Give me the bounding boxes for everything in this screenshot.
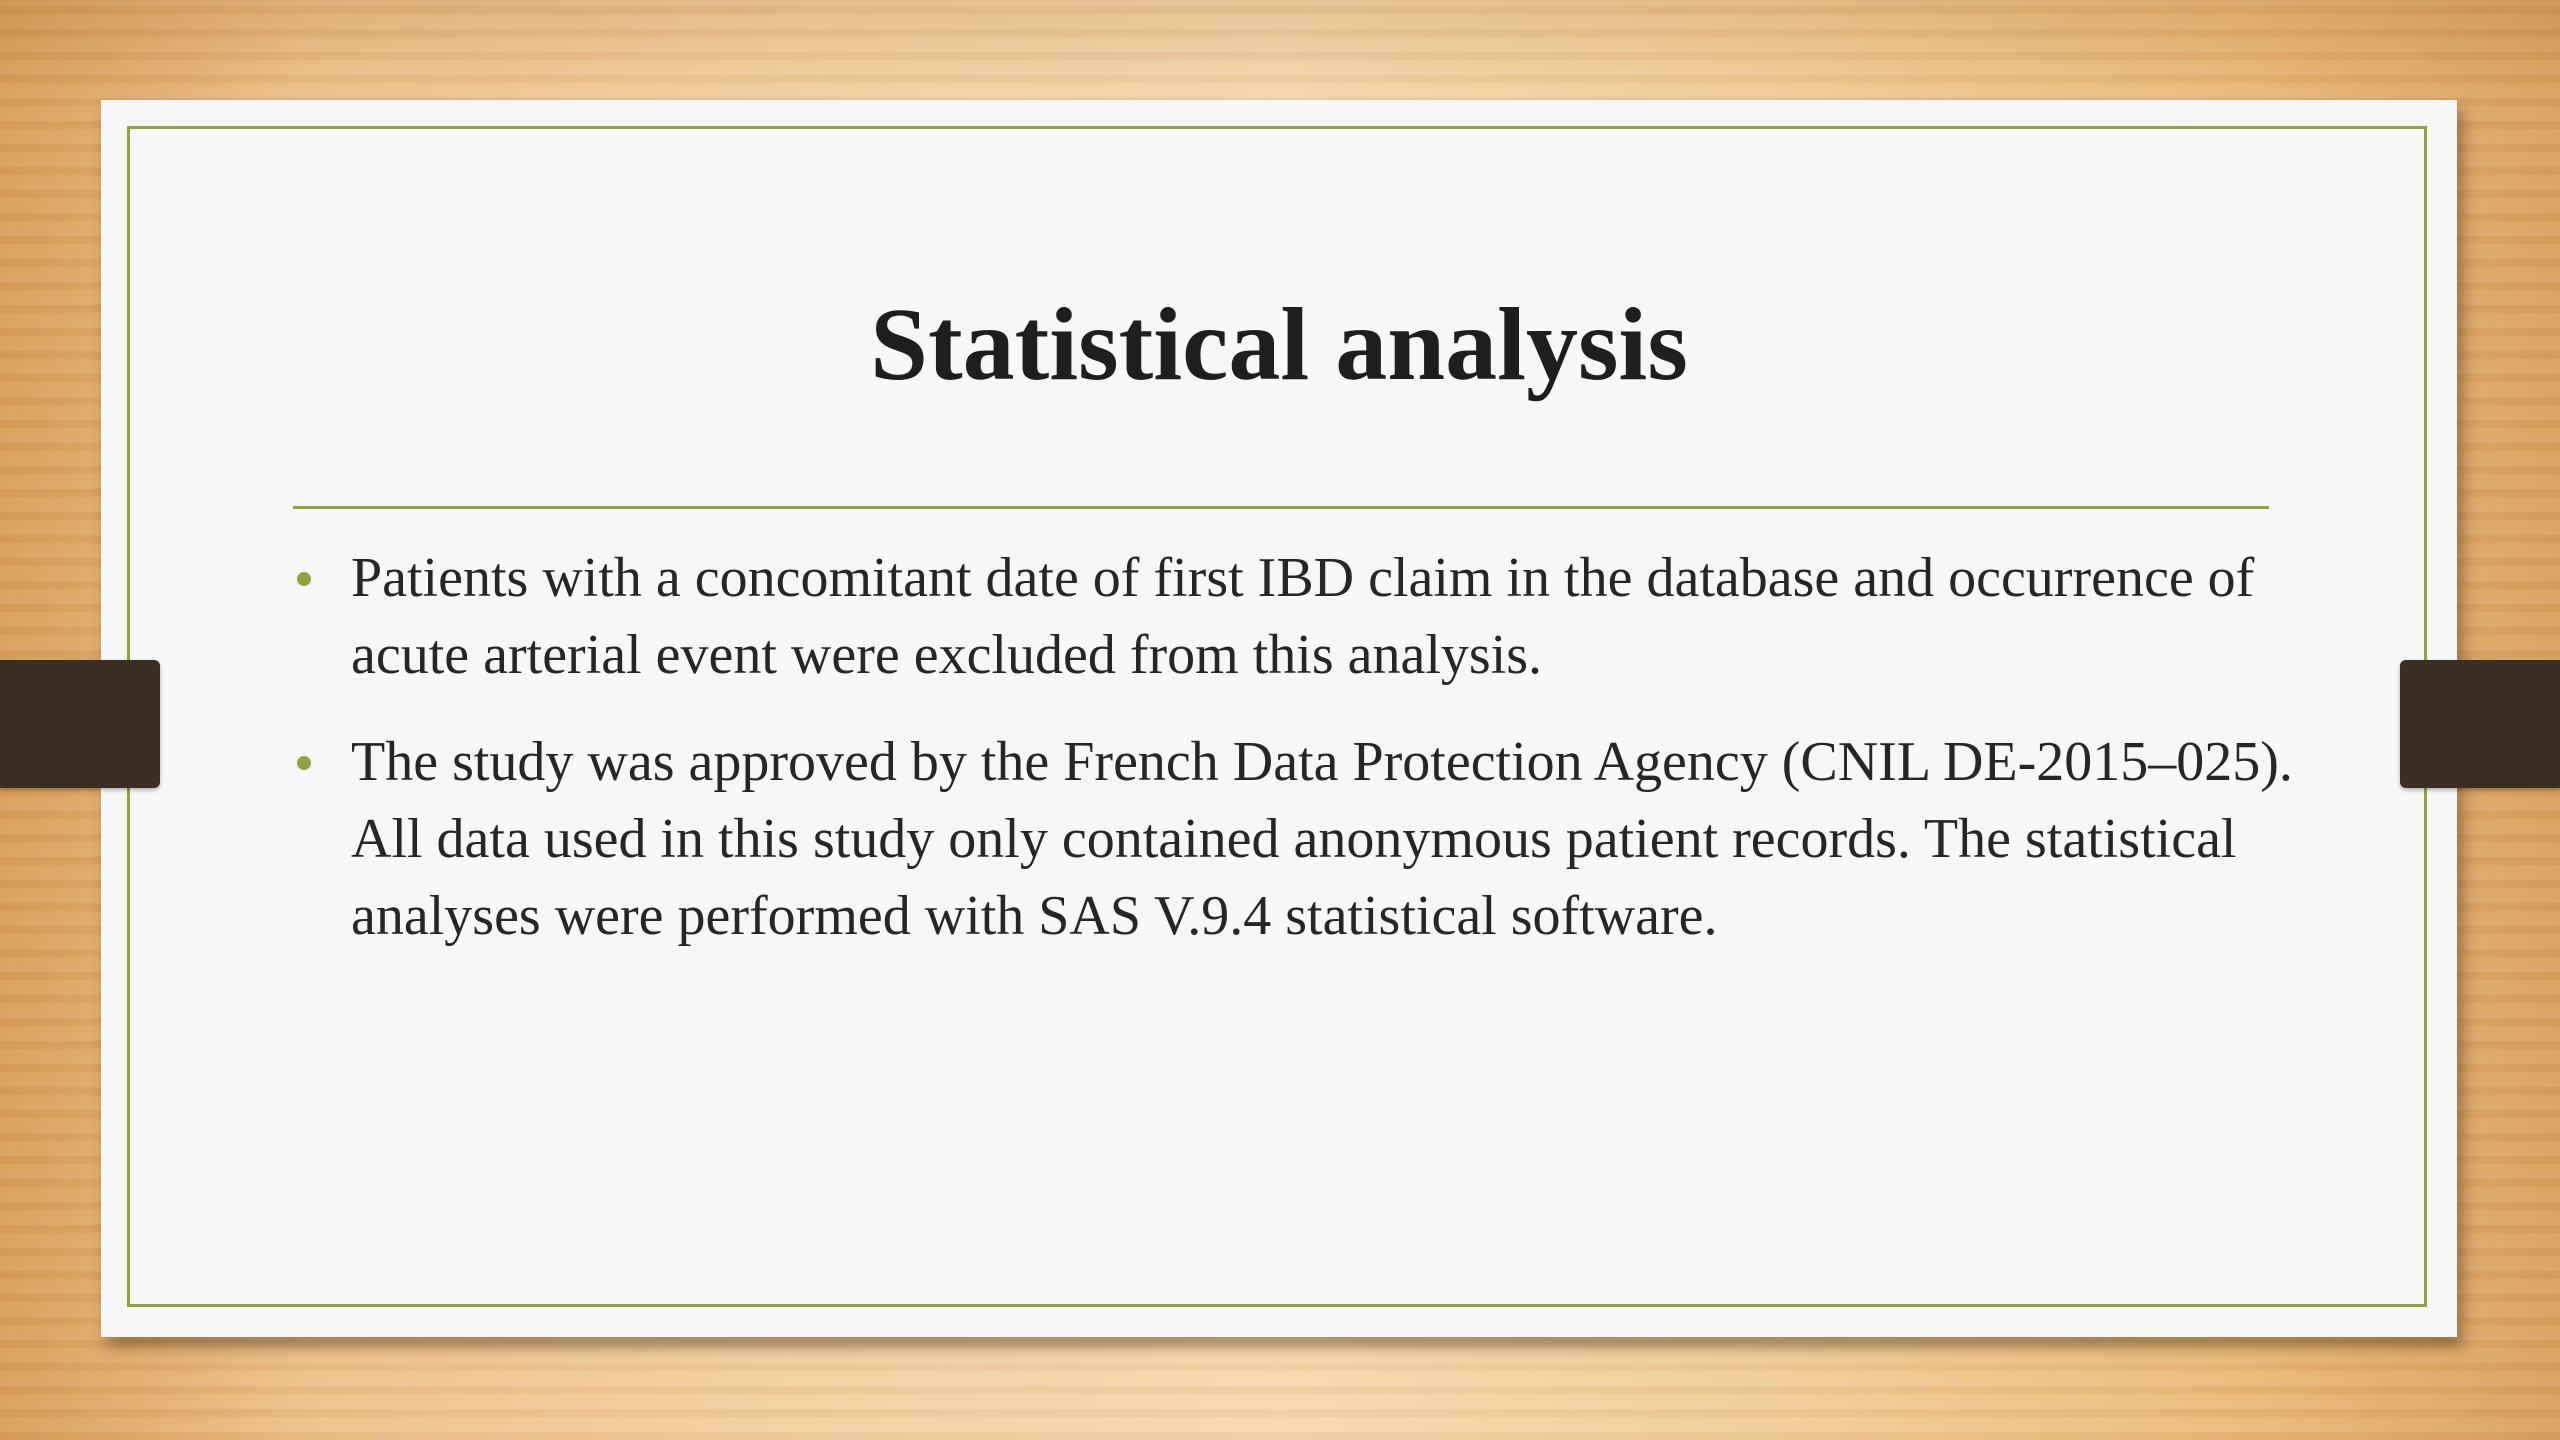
- left-binder-clip: [0, 660, 160, 788]
- bullet-list: [291, 540, 2331, 985]
- bullet-item: [291, 724, 2331, 955]
- right-binder-clip: [2400, 660, 2560, 788]
- bullet-text: The study was approved by the French Data Protection Agency (CNIL DE-2015–025). All data used in this study only contained anonymous patient records. The statistical analyses were performed with SAS V.9.4 statistical software.: [351, 731, 2293, 947]
- bullet-item: [291, 540, 2331, 694]
- slide-title: Statistical analysis: [870, 287, 1688, 402]
- bullet-text: Patients with a concomitant date of first IBD claim in the database and occurrence of acute arterial event were excluded from this analysis.: [351, 547, 2255, 686]
- slide-card: [101, 100, 2457, 1337]
- bullet-dot-icon: [297, 572, 311, 586]
- title-divider: [293, 506, 2269, 509]
- wood-background: [0, 0, 2560, 100]
- bullet-dot-icon: [297, 756, 311, 770]
